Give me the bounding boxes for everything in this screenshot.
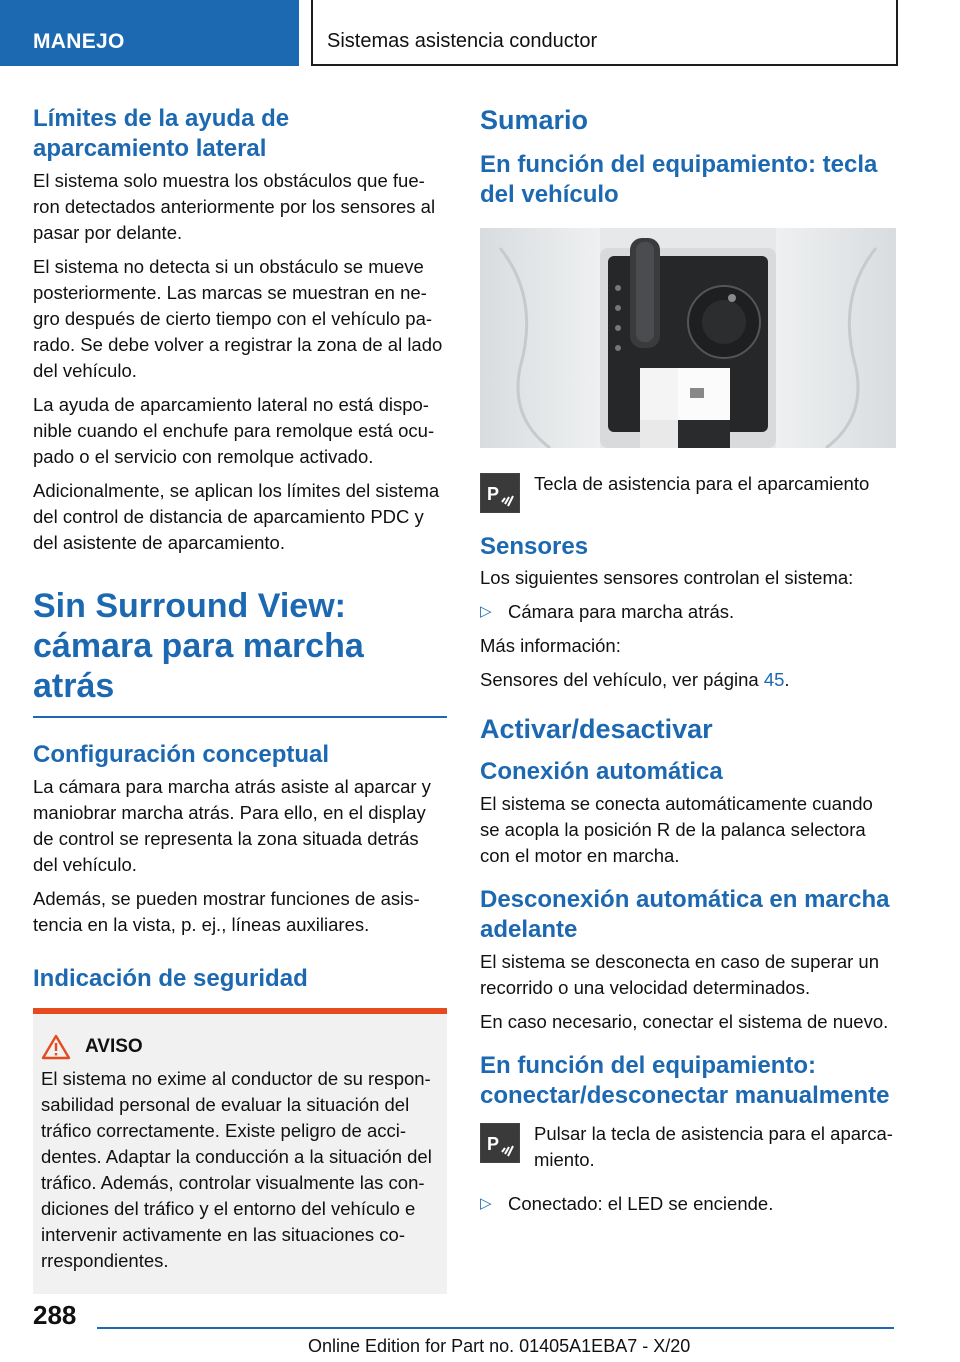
heading-auto-off: Desconexión automática en marcha adelante <box>480 886 890 943</box>
heading-manual: En función del equipamiento: conectar/desconectar manualmente <box>480 1052 890 1109</box>
list-item-text: Conectado: el LED se enciende. <box>508 1193 774 1214</box>
warning-triangle-icon <box>41 1034 71 1060</box>
svg-text:P: P <box>487 484 500 504</box>
right-column <box>480 104 896 1225</box>
heading-summary: Sumario <box>480 105 589 135</box>
park-assist-key-icon <box>480 473 520 513</box>
sensors-reference <box>480 667 896 693</box>
warning-title: AVISO <box>85 1036 143 1057</box>
manual-row <box>480 1121 896 1173</box>
paragraph: El sistema no detecta si un obstáculo se mueve posteriormente. Las marcas se muestran en ne-gro después de cierto tiempo con el vehículo pa-rado. Se debe volver a registrar la zona de al lado del vehículo. <box>33 256 443 381</box>
park-assist-key-icon <box>480 1123 520 1163</box>
paragraph: El sistema solo muestra los obstáculos que fue-ron detectados anteriormente por los sensores al pasar por delante. <box>33 170 436 243</box>
heading-concept: Configuración conceptual <box>33 741 330 768</box>
warning-header <box>41 1034 439 1060</box>
paragraph: Más información: <box>480 635 621 656</box>
paragraph: Los siguientes sensores controlan el sistema: <box>480 567 854 588</box>
heading-auto-on: Conexión automática <box>480 758 723 785</box>
page-link[interactable]: 45 <box>763 669 785 690</box>
list-item <box>480 599 896 625</box>
chapter-title: MANEJO <box>33 30 125 53</box>
section-divider <box>33 716 447 718</box>
chapter-tab <box>0 0 299 66</box>
section-header <box>311 0 898 66</box>
heading-limits: Límites de la ayuda de aparcamiento lateral <box>33 105 290 162</box>
page-number: 288 <box>33 1300 77 1330</box>
paragraph: El sistema se desconecta en caso de superar un recorrido o una velocidad determinados. <box>480 951 880 998</box>
warning-box <box>33 1008 447 1294</box>
heading-sensors: Sensores <box>480 533 589 560</box>
reference-end: . <box>784 669 790 690</box>
key-caption: Tecla de asistencia para el aparcamiento <box>534 473 870 494</box>
paragraph: En caso necesario, conectar el sistema de nuevo. <box>480 1011 889 1032</box>
warning-text: El sistema no exime al conductor de su respon-sabilidad personal de evaluar la situación del tráfico correctamente. Existe peligro de acci-dentes. Adaptar la conducción a la situación del tráfico. Además, controlar visualmente las con-diciones del tráfico y el entorno del vehículo e intervenir activamente en las situaciones co-rrespondientes. <box>41 1068 432 1271</box>
heading-rear-camera: Sin Surround View: cámara para marcha atrás <box>33 587 364 705</box>
triangle-bullet-icon: ▷ <box>480 603 492 620</box>
section-title: Sistemas asistencia conductor <box>327 30 598 52</box>
svg-text:P: P <box>487 1134 500 1154</box>
paragraph: Además, se pueden mostrar funciones de asis-tencia en la vista, p. ej., líneas auxiliares. <box>33 888 420 935</box>
paragraph: Adicionalmente, se aplican los límites del sistema del control de distancia de aparcamiento PDC y del asistente de aparcamiento. <box>33 480 440 553</box>
heading-activate: Activar/desactivar <box>480 714 713 744</box>
footer-edition: Online Edition for Part no. 01405A1EBA7 - X/20 <box>308 1336 691 1356</box>
heading-safety: Indicación de seguridad <box>33 965 308 992</box>
list-item-text: Cámara para marcha atrás. <box>508 601 735 622</box>
list-item <box>480 1191 896 1217</box>
paragraph: La cámara para marcha atrás asiste al aparcar y maniobrar marcha atrás. Para ello, en el display de control se representa la zona situada detrás del vehículo. <box>33 776 431 875</box>
footer-divider <box>97 1327 894 1329</box>
center-console-photo <box>480 228 896 448</box>
paragraph: La ayuda de aparcamiento lateral no está dispo-nible cuando el enchufe para remolque está ocu-pado o el servicio con remolque activado. <box>33 394 435 467</box>
left-column <box>33 104 447 1294</box>
manual-text: Pulsar la tecla de asistencia para el aparca-miento. <box>534 1123 893 1170</box>
paragraph: El sistema se conecta automáticamente cuando se acopla la posición R de la palanca selectora con el motor en marcha. <box>480 793 873 866</box>
triangle-bullet-icon: ▷ <box>480 1195 492 1212</box>
key-caption-row <box>480 471 896 513</box>
reference-text: Sensores del vehículo, ver página <box>480 669 764 690</box>
heading-vehicle-key: En función del equipamiento: tecla del vehículo <box>480 151 878 208</box>
